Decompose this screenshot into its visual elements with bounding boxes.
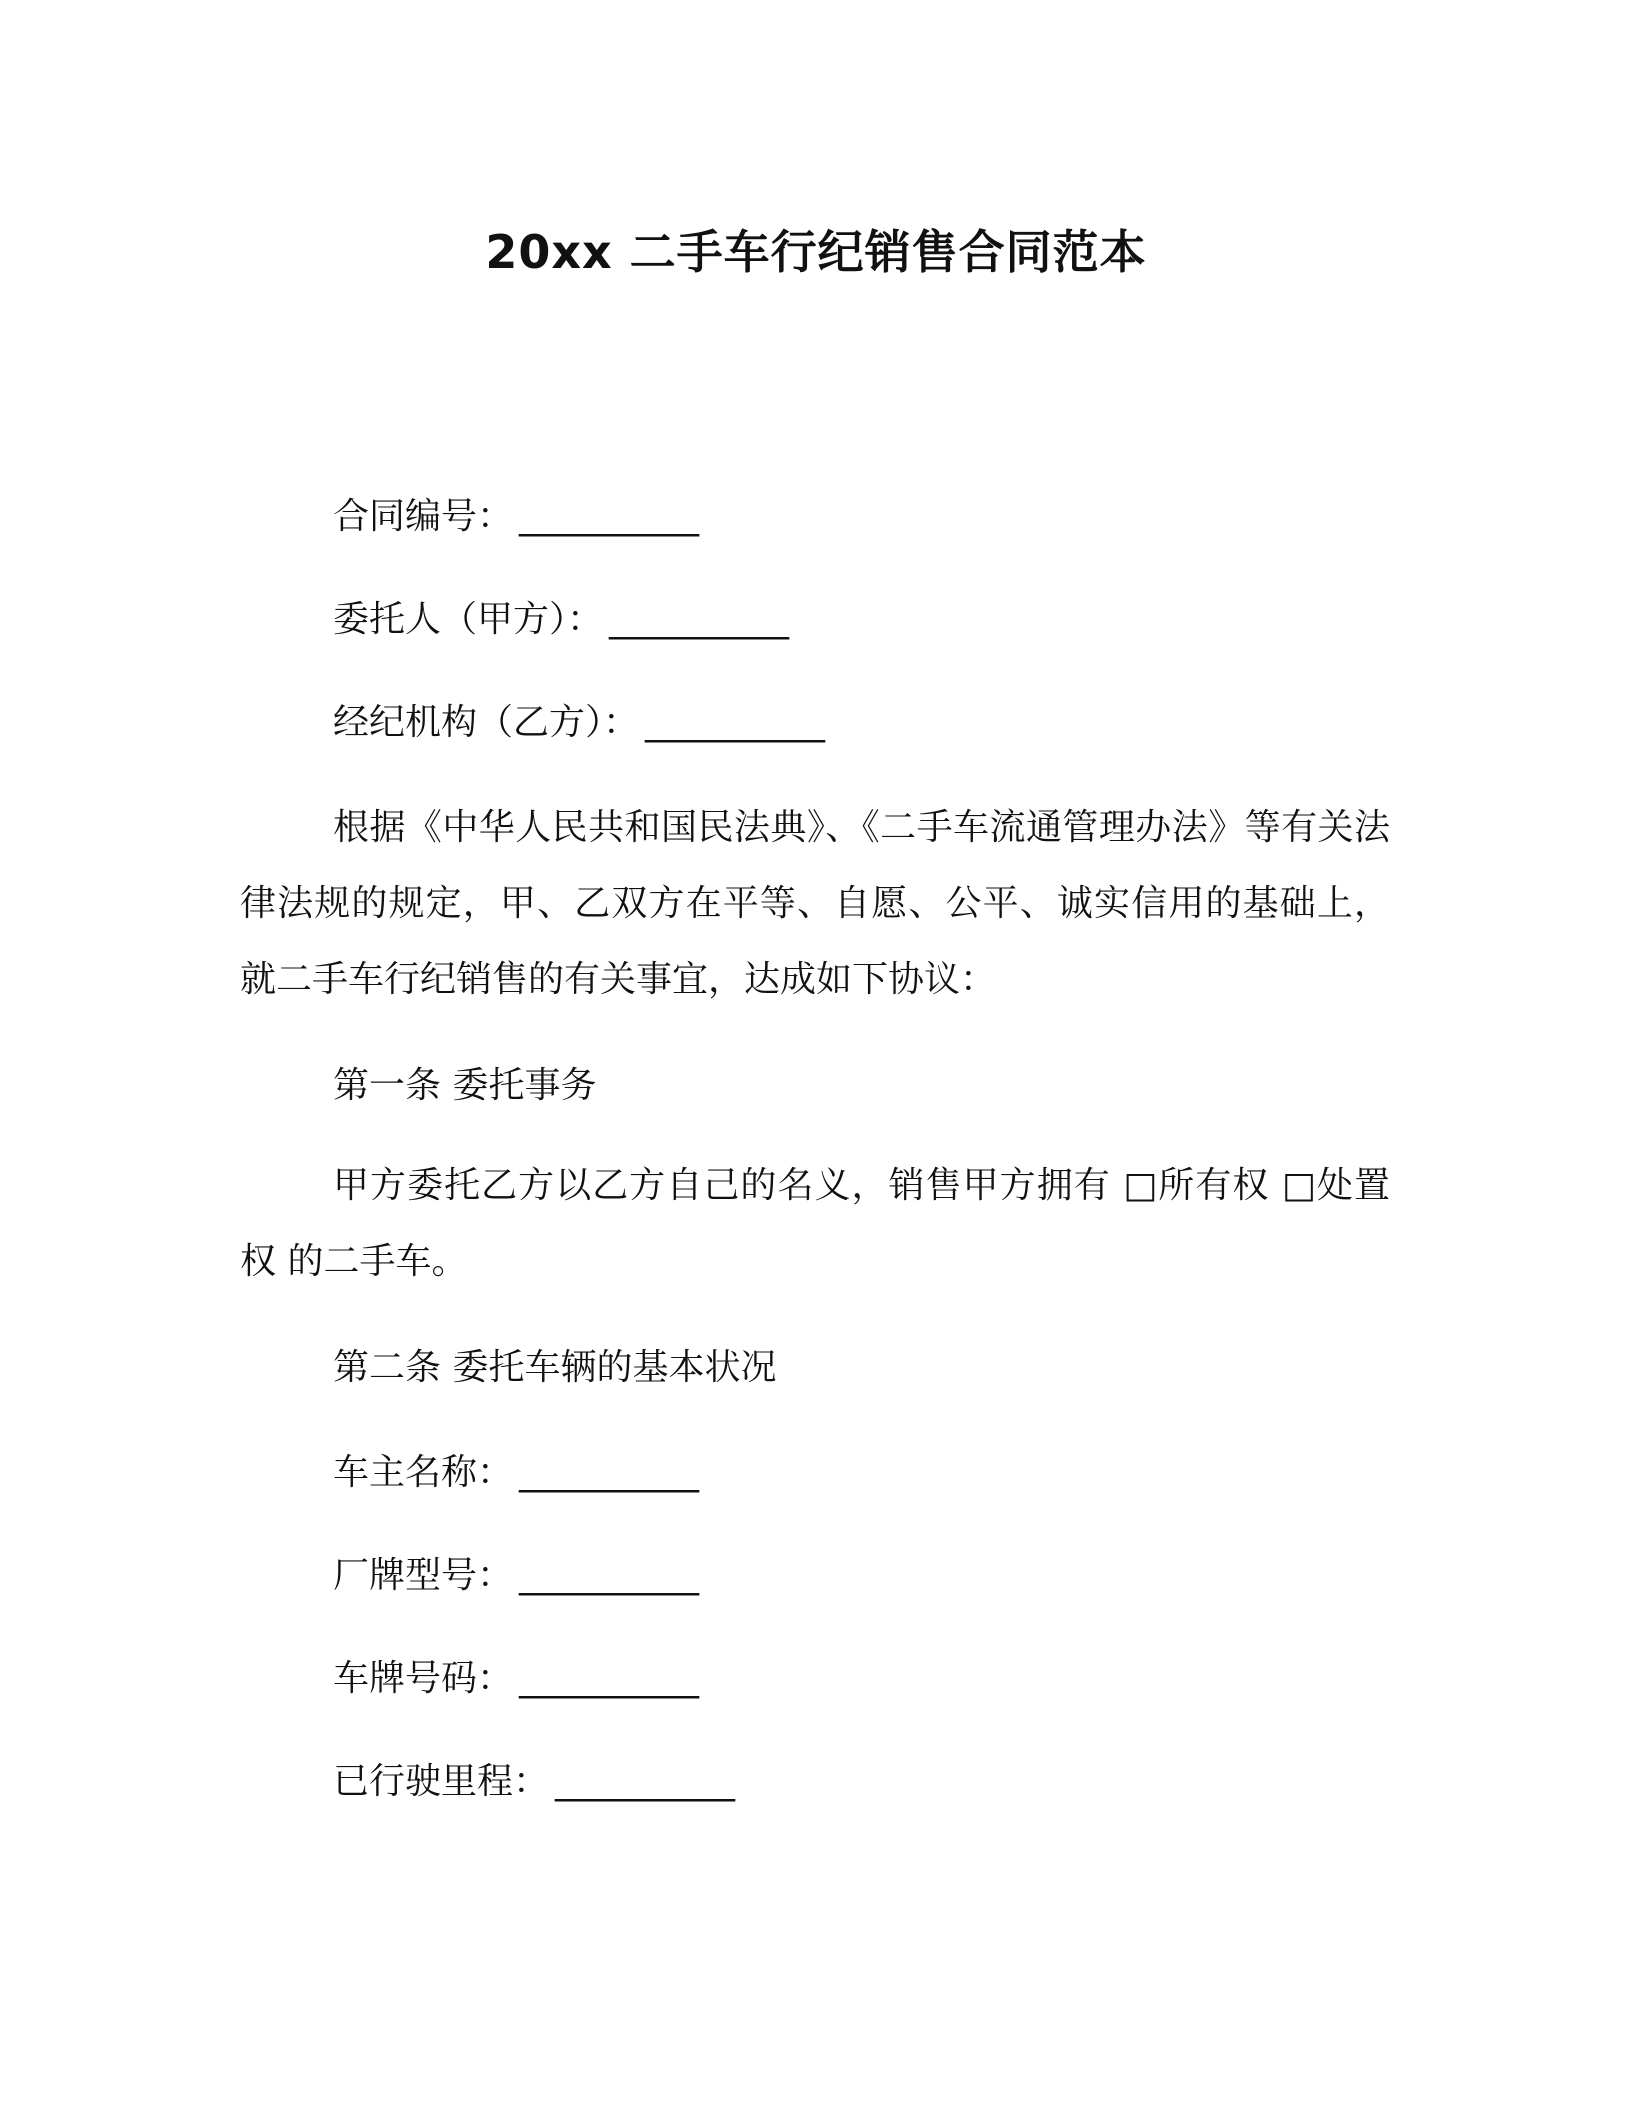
field-blank: __________	[555, 1761, 736, 1802]
field-label: 合同编号：	[333, 496, 514, 537]
field-label: 委托人（甲方）：	[333, 599, 604, 640]
article-1-heading: 第一条 委托事务	[333, 1065, 597, 1106]
principal-field	[333, 595, 789, 645]
field-blank: __________	[519, 1555, 700, 1596]
field-label: 已行驶里程：	[333, 1761, 550, 1802]
article-1-body: 甲方委托乙方以乙方自己的名义，销售甲方拥有 □所有权 □处置权 的二手车。	[240, 1165, 1390, 1282]
field-blank: __________	[519, 1452, 700, 1493]
field-label: 车主名称：	[333, 1452, 514, 1493]
field-blank: __________	[645, 702, 826, 743]
field-label: 车牌号码：	[333, 1658, 514, 1699]
field-blank: __________	[519, 496, 700, 537]
plate-number-field	[333, 1654, 699, 1704]
field-label: 经纪机构（乙方）：	[333, 702, 640, 743]
field-blank: __________	[609, 599, 790, 640]
preamble-paragraph: 根据《中华人民共和国民法典》、《二手车流通管理办法》等有关法律法规的规定，甲、乙双方在平等、自愿、公平、诚实信用的基础上，就二手车行纪销售的有关事宜，达成如下协议：	[240, 807, 1390, 1000]
document-title: 20xx 二手车行纪销售合同范本	[485, 225, 1147, 279]
field-label: 厂牌型号：	[333, 1555, 514, 1596]
contract-number-field	[333, 492, 699, 542]
owner-name-field	[333, 1448, 699, 1498]
broker-field	[333, 698, 825, 748]
brand-model-field	[333, 1551, 699, 1601]
article-2-heading: 第二条 委托车辆的基本状况	[333, 1347, 777, 1388]
mileage-field	[333, 1757, 735, 1807]
field-blank: __________	[519, 1658, 700, 1699]
